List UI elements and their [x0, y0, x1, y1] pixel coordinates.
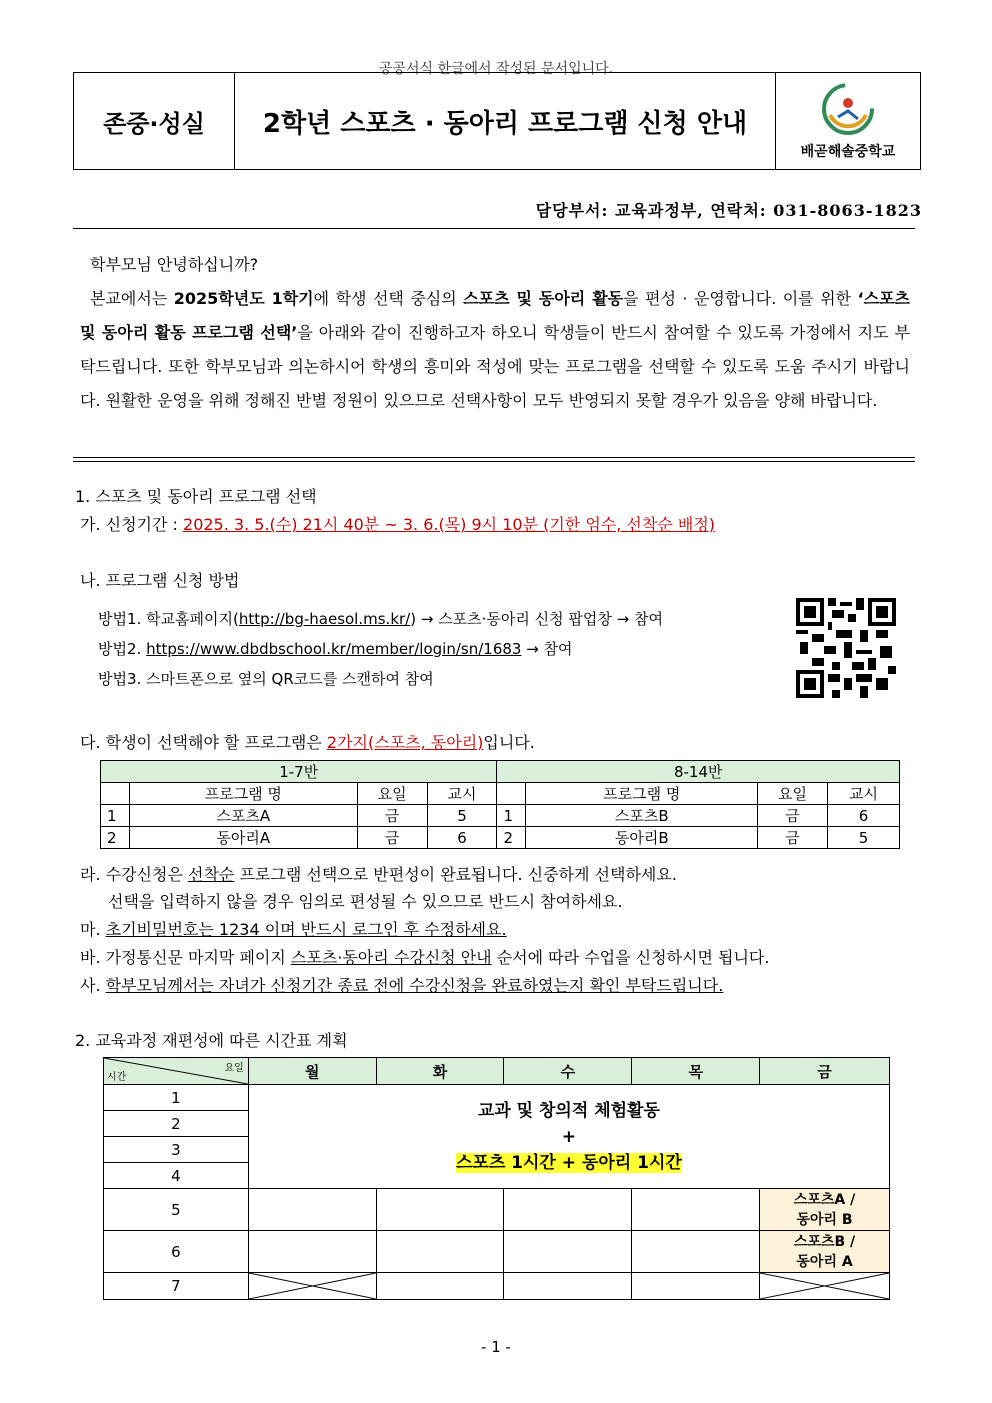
merged-activity-cell: 교과 및 창의적 체험활동 + 스포츠 1시간 + 동아리 1시간 — [248, 1085, 889, 1189]
note-ba: 바. 가정통신문 마지막 페이지 스포츠·동아리 수강신청 안내 순서에 따라 수업을 신청하시면 됩니다. — [80, 948, 770, 967]
qr-code-icon[interactable] — [796, 598, 896, 698]
table-row: 1 스포츠A 금 5 1 스포츠B 금 6 — [101, 805, 900, 827]
signup-link[interactable]: https://www.dbdbschool.kr/member/login/sn/1683 — [146, 640, 522, 658]
school-name: 배곧해솔중학교 — [800, 144, 896, 160]
document-header — [73, 72, 921, 170]
section1-heading: 1. 스포츠 및 동아리 프로그램 선택 — [75, 487, 317, 506]
divider — [73, 228, 915, 229]
intro-paragraph — [80, 248, 910, 418]
col-day: 요일 — [357, 783, 427, 805]
school-emblem-icon — [816, 81, 880, 137]
period-row: 4 — [104, 1163, 890, 1189]
period-row: 7 — [104, 1273, 890, 1300]
top-note: 공공서식 한글에서 작성된 문서입니다. — [378, 61, 614, 77]
day-tue: 화 — [376, 1058, 504, 1085]
department-contact: 담당부서: 교육과정부, 연락처: 031-8063-1823 — [535, 201, 922, 220]
page-title: 2학년 스포츠 · 동아리 프로그램 신청 안내 — [235, 73, 776, 169]
method-3: 방법3. 스마트폰으로 옆의 QR코드를 스캔하여 참여 — [98, 670, 434, 688]
day-thu: 목 — [632, 1058, 760, 1085]
note-ra-2: 선택을 입력하지 않을 경우 임의로 편성될 수 있으므로 반드시 참여하세요. — [108, 892, 623, 911]
col-program: 프로그램 명 — [129, 783, 357, 805]
friday-period-5: 스포츠A / 동아리 B — [760, 1189, 890, 1231]
method-heading: 나. 프로그램 신청 방법 — [80, 571, 240, 590]
method-2: 방법2. https://www.dbdbschool.kr/member/login/sn/1683 → 참여 — [98, 640, 573, 658]
note-sa: 사. 학부모님께서는 자녀가 신청기간 종료 전에 수강신청을 완료하였는지 확인 부탁드립니다. — [80, 976, 724, 995]
greeting: 학부모님 안녕하십니까? — [90, 255, 259, 274]
group-8-14: 8-14반 — [497, 761, 900, 783]
program-table — [100, 760, 900, 849]
group-1-7: 1-7반 — [101, 761, 497, 783]
table-header-row — [101, 783, 900, 805]
col-day: 요일 — [758, 783, 828, 805]
table-group-row — [101, 761, 900, 783]
period-row: 6 스포츠B / 동아리 A — [104, 1231, 890, 1273]
period-row: 2 — [104, 1111, 890, 1137]
timetable-corner: 요일 시간 — [104, 1058, 249, 1085]
note-ma: 마. 초기비밀번호는 1234 이며 반드시 로그인 후 수정하세요. — [80, 920, 507, 939]
page-number: - 1 - — [481, 1338, 511, 1356]
section2-heading: 2. 교육과정 재편성에 따른 시간표 계획 — [75, 1031, 348, 1050]
friday-period-6: 스포츠B / 동아리 A — [760, 1231, 890, 1273]
application-period: 가. 신청기간 : 2025. 3. 5.(수) 21시 40분 ~ 3. 6.(목) 9시 10분 (기한 엄수, 선착순 배정) — [80, 515, 716, 534]
table-row: 2 동아리A 금 6 2 동아리B 금 5 — [101, 827, 900, 849]
timetable-header — [104, 1058, 890, 1085]
day-fri: 금 — [760, 1058, 890, 1085]
method-1: 방법1. 학교홈페이지(http://bg-haesol.ms.kr/) → 스포츠·동아리 신청 팝업창 → 참여 — [98, 610, 663, 628]
school-motto: 존중·성실 — [74, 73, 235, 169]
period-row: 1 교과 및 창의적 체험활동 + 스포츠 1시간 + 동아리 1시간 — [104, 1085, 890, 1111]
timetable — [103, 1057, 890, 1300]
period-row: 3 — [104, 1137, 890, 1163]
homepage-link[interactable]: http://bg-haesol.ms.kr/ — [238, 610, 411, 628]
program-count: 다. 학생이 선택해야 할 프로그램은 2가지(스포츠, 동아리)입니다. — [80, 733, 535, 752]
intro-body: 본교에서는 2025학년도 1학기에 학생 선택 중심의 스포츠 및 동아리 활동을 편성 · 운영합니다. 이를 위한 ‘스포츠 및 동아리 활동 프로그램 선택’을 아래와 같이 진행하고자 하오니 학생들이 반드시 참여할 수 있도록 가정에서 지도 부탁드립니다. 또한 학부모님과 의논하시어 학생의 흥미와 적성에 맞는 프로그램을 선택할 수 있도록 도움 주시기 바랍니다. 원활한 운영을 위해 정해진 반별 정원이 있으므로 선택사항이 모두 반영되지 못할 경우가 있음을 양해 바랍니다. — [80, 289, 911, 410]
note-ra-1: 라. 수강신청은 선착순 프로그램 선택으로 반편성이 완료됩니다. 신중하게 선택하세요. — [80, 865, 677, 884]
school-logo — [776, 73, 920, 169]
double-divider — [73, 457, 915, 462]
day-wed: 수 — [504, 1058, 632, 1085]
col-program: 프로그램 명 — [526, 783, 758, 805]
day-mon: 월 — [248, 1058, 376, 1085]
period-row: 5 스포츠A / 동아리 B — [104, 1189, 890, 1231]
col-period: 교시 — [828, 783, 900, 805]
col-period: 교시 — [427, 783, 497, 805]
application-period-value: 2025. 3. 5.(수) 21시 40분 ~ 3. 6.(목) 9시 10분 (기한 엄수, 선착순 배정) — [183, 515, 716, 534]
